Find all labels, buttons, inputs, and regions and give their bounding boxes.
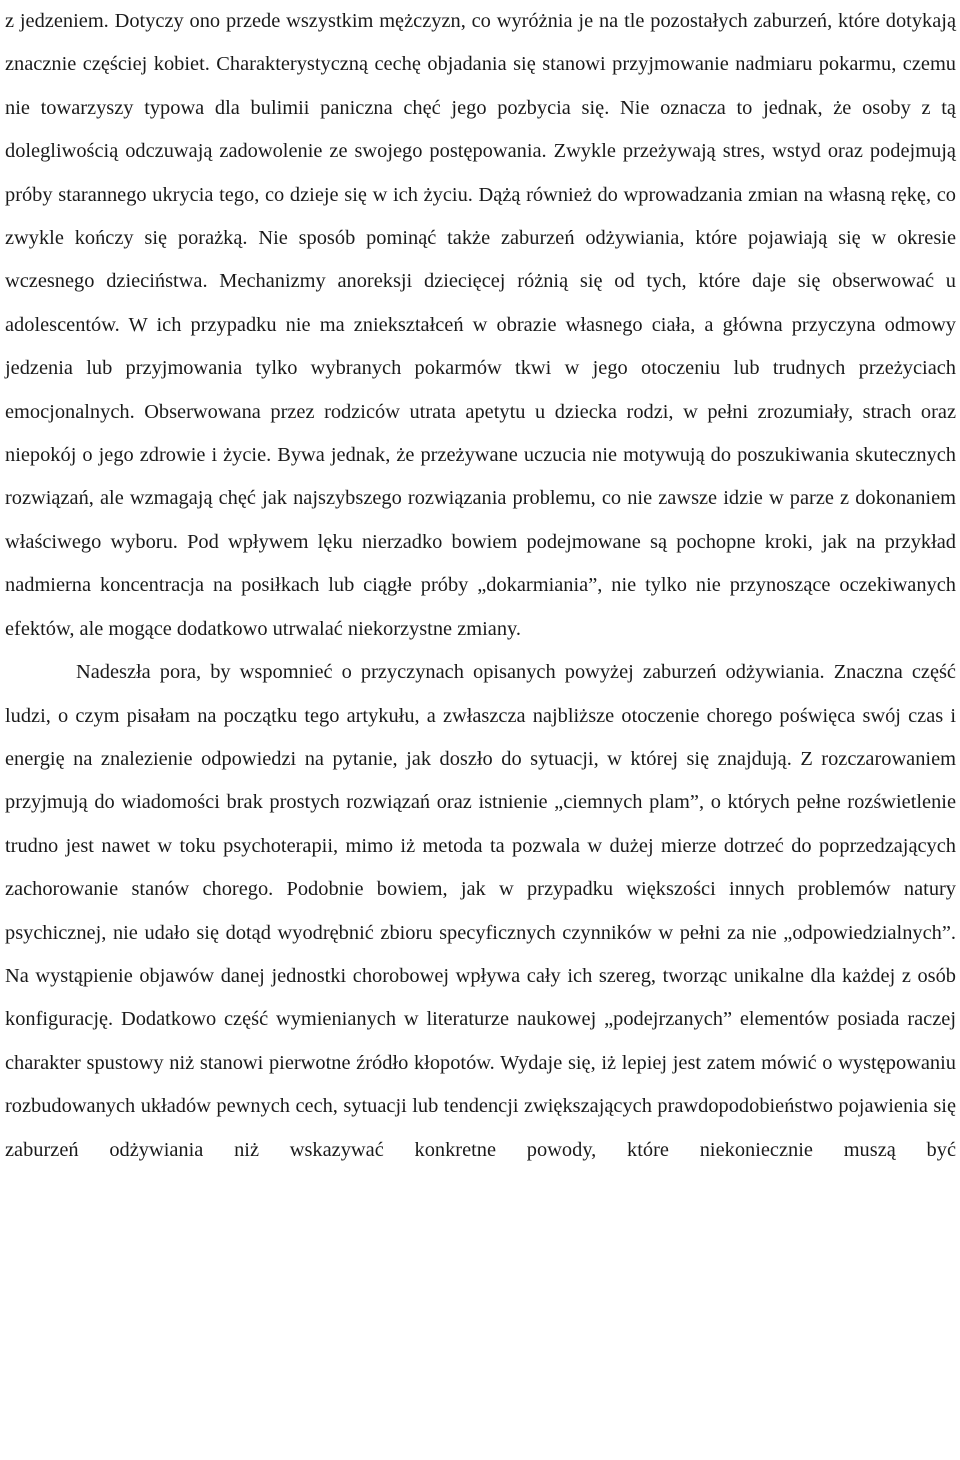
document-page [5, 0, 956, 1172]
paragraph-eating-disorders: z jedzeniem. Dotyczy ono przede wszystkim mężczyzn, co wyróżnia je na tle pozostałych zaburzeń, które dotykają znacznie częściej kobiet. Charakterystyczną cechę objadania się stanowi przyjmowanie nadmiaru pokarmu, czemu nie towarzyszy typowa dla bulimii paniczna chęć jego pozbycia się. Nie oznacza to jednak, że osoby z tą dolegliwością odczuwają zadowolenie ze swojego postępowania. Zwykle przeżywają stres, wstyd oraz podejmują próby starannego ukrycia tego, co dzieje się w ich życiu. Dążą również do wprowadzania zmian na własną rękę, co zwykle kończy się porażką. Nie sposób pominąć także zaburzeń odżywiania, które pojawiają się w okresie wczesnego dzieciństwa. Mechanizmy anoreksji dziecięcej różnią się od tych, które daje się obserwować u adolescentów. W ich przypadku nie ma zniekształceń w obrazie własnego ciała, a główna przyczyna odmowy jedzenia lub przyjmowania tylko wybranych pokarmów tkwi w jego otoczeniu lub trudnych przeżyciach emocjonalnych. Obserwowana przez rodziców utrata apetytu u dziecka rodzi, w pełni zrozumiały, strach oraz niepokój o jego zdrowie i życie. Bywa jednak, że przeżywane uczucia nie motywują do poszukiwania skutecznych rozwiązań, ale wzmagają chęć jak najszybszego rozwiązania problemu, co nie zawsze idzie w parze z dokonaniem właściwego wyboru. Pod wpływem lęku nierzadko bowiem podejmowane są pochopne kroki, jak na przykład nadmierna koncentracja na posiłkach lub ciągłe próby „dokarmiania”, nie tylko nie przynoszące oczekiwanych efektów, ale mogące dodatkowo utrwalać niekorzystne zmiany. [5, 10, 956, 640]
paragraph-causes: Nadeszła pora, by wspomnieć o przyczynach opisanych powyżej zaburzeń odżywiania. Znaczna część ludzi, o czym pisałam na początku tego artykułu, a zwłaszcza najbliższe otoczenie chorego poświęca swój czas i energię na znalezienie odpowiedzi na pytanie, jak doszło do sytuacji, w której się znajdują. Z rozczarowaniem przyjmują do wiadomości brak prostych rozwiązań oraz istnienie „ciemnych plam”, o których pełne rozświetlenie trudno jest nawet w toku psychoterapii, mimo iż metoda ta pozwala w dużej mierze dotrzeć do poprzedzających zachorowanie stanów chorego. Podobnie bowiem, jak w przypadku większości innych problemów natury psychicznej, nie udało się dotąd wyodrębnić zbioru specyficznych czynników w pełni za nie „odpowiedzialnych”. Na wystąpienie objawów danej jednostki chorobowej wpływa cały ich szereg, tworząc unikalne dla każdej z osób konfigurację. Dodatkowo część wymienianych w literaturze naukowej „podejrzanych” elementów posiada raczej charakter spustowy niż stanowi pierwotne źródło kłopotów. Wydaje się, iż lepiej jest zatem mówić o występowaniu rozbudowanych układów pewnych cech, sytuacji lub tendencji zwiększających prawdopodobieństwo pojawienia się zaburzeń odżywiania niż wskazywać konkretne powody, które niekoniecznie muszą być [5, 661, 956, 1161]
